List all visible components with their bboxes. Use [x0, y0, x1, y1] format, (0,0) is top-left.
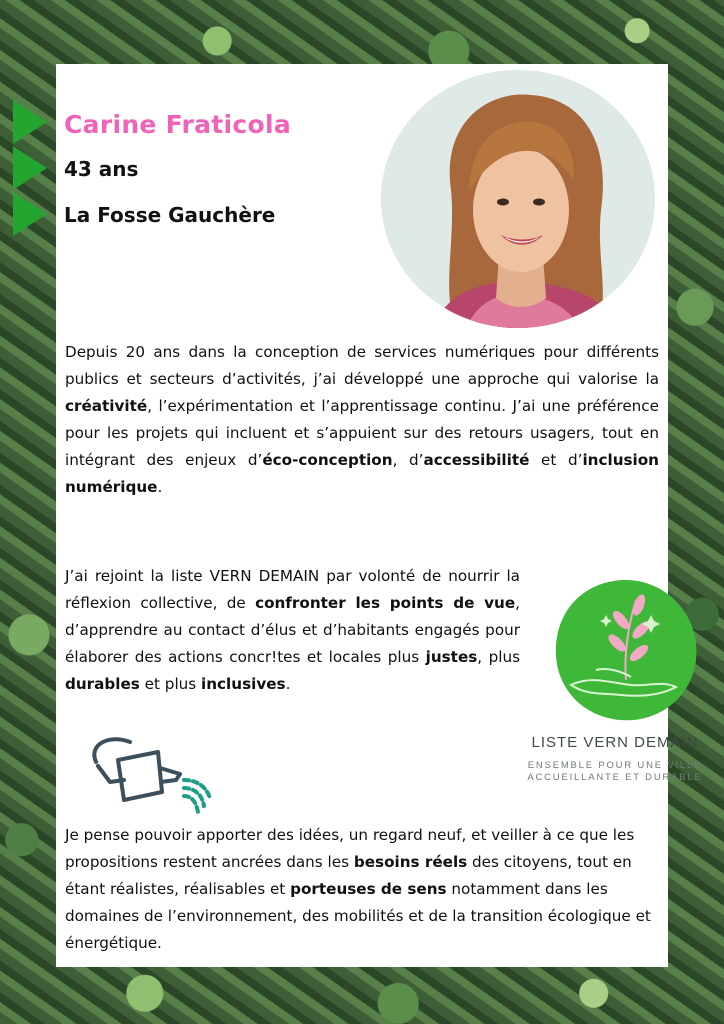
emphasis-text: confronter les points de vue — [255, 594, 516, 612]
candidate-name: Carine Fraticola — [64, 110, 292, 139]
emphasis-text: inclusion numérique — [65, 451, 659, 496]
emphasis-text: éco-conception — [262, 451, 393, 469]
logo-subtitle-line-1: ENSEMBLE POUR UNE VILLE — [527, 760, 703, 771]
bio-paragraph-1 — [65, 339, 659, 501]
body-text: et d’ — [529, 451, 583, 469]
body-text: des citoyens, tout en étant réalistes, réalisables et — [65, 853, 632, 898]
candidate-age: 43 ans — [64, 157, 139, 181]
bio-paragraph-3 — [65, 822, 659, 957]
candidate-portrait — [381, 70, 655, 328]
logo-title: LISTE VERN DEMAIN — [531, 734, 699, 751]
body-text: J’ai rejoint la liste VERN DEMAIN par volonté de nourrir la réflexion collective, de — [65, 567, 520, 612]
emphasis-text: besoins réels — [353, 853, 468, 871]
body-text: et plus — [139, 675, 202, 693]
body-text: , l’expérimentation et l’apprentissage continu. J’ai une préférence pour les projets qui incluent et s’appuient sur des retours usagers, tout en intégrant des enjeux d’ — [65, 397, 659, 469]
candidate-place: La Fosse Gauchère — [64, 203, 276, 227]
body-text: , plus — [477, 648, 520, 666]
body-text: . — [285, 675, 291, 693]
body-text: . — [157, 478, 163, 496]
bio-paragraph-2 — [65, 563, 520, 698]
logo-subtitle-line-2: ACCUEILLANTE ET DURABLE — [527, 772, 703, 783]
body-text: Depuis 20 ans dans la conception de services numériques pour différents publics et secteurs d’activités, j’ai développé une approche qui valorise la — [65, 343, 659, 388]
triangle-bullet-icon — [13, 146, 47, 190]
body-text: Je pense pouvoir apporter des idées, un regard neuf, et veiller à ce que les propositions restent ancrées dans les — [65, 826, 635, 871]
body-text: , d’apprendre au contact d’élus et d’habitants engagés pour élaborer des actions concr!tes et locales plus — [65, 594, 520, 666]
emphasis-text: justes — [425, 648, 478, 666]
plant-hand-logo-icon — [551, 575, 701, 725]
body-text: notamment dans les domaines de l’environnement, des mobilités et de la transition écologique et énergétique. — [65, 880, 651, 952]
emphasis-text: durables — [65, 675, 140, 693]
triangle-bullet-icon — [13, 100, 47, 144]
emphasis-text: porteuses de sens — [290, 880, 447, 898]
triangle-bullet-icon — [13, 192, 47, 236]
emphasis-text: accessibilité — [423, 451, 530, 469]
logo-subtitle — [515, 760, 715, 784]
emphasis-text: inclusives — [201, 675, 286, 693]
body-text: , d’ — [392, 451, 424, 469]
emphasis-text: créativité — [65, 397, 148, 415]
watering-can-icon — [88, 732, 228, 817]
